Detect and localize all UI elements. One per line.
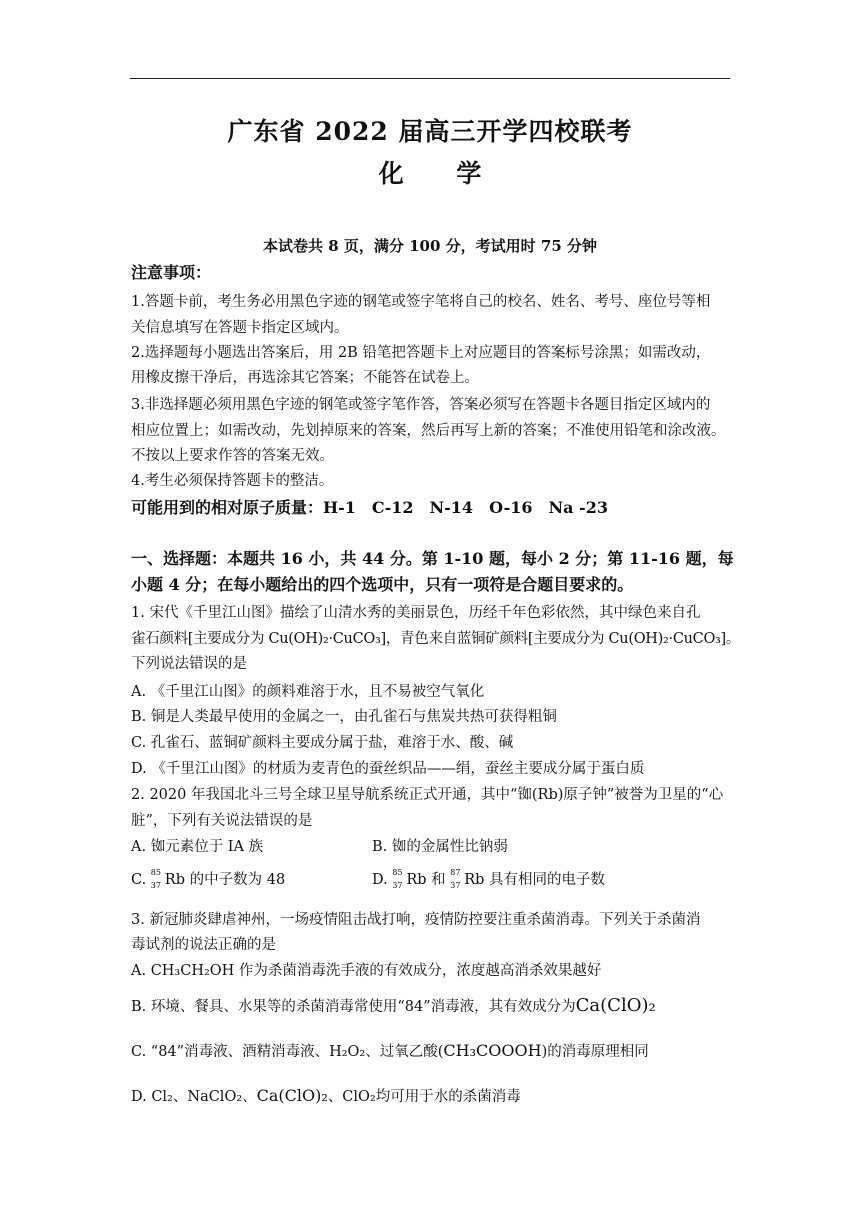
question-1-stem: 下列说法错误的是 [131, 656, 247, 672]
formula-clo2: ClO₂ [342, 1089, 376, 1105]
option-text: C. “84”消毒液、酒精消毒液、 [131, 1044, 330, 1060]
separator: 、 [172, 1089, 188, 1105]
notice-line: 关信息填写在答题卡指定区域内。 [131, 320, 349, 336]
option-text: 具有相同的电子数 [489, 872, 606, 888]
option-text: 均可用于水的杀菌消毒 [375, 1089, 521, 1105]
formula-h2o2: H₂O₂ [329, 1044, 366, 1060]
notice-line: 不按以上要求作答的答案无效。 [131, 448, 334, 464]
mass-number: 85 [150, 868, 161, 877]
rb85-nuclide [392, 870, 406, 890]
mass-number: 85 [392, 868, 403, 877]
section-heading: 小题 4 分；在每小题给出的四个选项中，只有一项符是合题目要求的。 [131, 575, 634, 594]
header-rule [130, 78, 730, 79]
notice-line: 用橡皮擦干净后，再选涂其它答案；不能答在试卷上。 [131, 370, 479, 386]
question-1-stem: 雀石颜料[主要成分为 Cu(OH)₂·CuCO₃]，青色来自蓝铜矿颜料[主要成分为 Cu(OH)₂·CuCO₃]。 [131, 631, 741, 647]
option-text: 的中子数为 48 [189, 872, 286, 888]
separator: 、 [327, 1089, 343, 1105]
rb85-nuclide [151, 870, 165, 890]
section-heading: 一、选择题：本题共 16 小，共 44 分。第 1-10 题，每小 2 分；第 11-16 题，每 [131, 549, 734, 568]
atomic-number: 37 [150, 881, 161, 890]
question-1-option-d: D. 《千里江山图》的材质为麦青色的蚕丝织品——绢，蚕丝主要成分属于蛋白质 [131, 761, 645, 777]
atomic-number: 37 [392, 881, 403, 890]
question-3-option-a: A. CH₃CH₂OH 作为杀菌消毒洗手液的有效成分，浓度越高消杀效果越好 [131, 963, 602, 979]
notice-line: 4.考生必须保持答题卡的整洁。 [131, 473, 334, 489]
formula-caclo2: Ca(ClO)₂ [575, 995, 656, 1016]
element-symbol: Rb [406, 872, 427, 888]
atomic-number: 37 [450, 881, 461, 890]
formula-cl2: Cl₂ [151, 1089, 173, 1105]
question-1-stem: 1. 宋代《千里江山图》描绘了山清水秀的美丽景色，历经千年色彩依然，其中绿色来自孔 [131, 605, 701, 621]
question-2-option-b: B. 铷的金属性比钠弱 [372, 839, 508, 855]
element-symbol: Rb [164, 872, 185, 888]
option-text: B. 环境、餐具、水果等的杀菌消毒常使用“84”消毒液，其有效成分为 [131, 999, 576, 1015]
question-3-stem: 3. 新冠肺炎肆虐神州，一场疫情阻击战打响，疫情防控要注重杀菌消毒。下列关于杀菌消 [131, 912, 701, 928]
option-text: 和 [431, 872, 446, 888]
notice-line: 1.答题卡前，考生务必用黑色字迹的钢笔或签字笔将自己的校名、姓名、考号、座位号等相 [131, 294, 711, 310]
exam-info: 本试卷共 8 页，满分 100 分，考试用时 75 分钟 [263, 237, 597, 255]
formula-peracetic-acid: CH₃COOOH [443, 1041, 542, 1060]
subject-title: 化 学 [378, 159, 504, 188]
question-2-stem: 2. 2020 年我国北斗三号全球卫星导航系统正式开通，其中“铷(Rb)原子钟”被誉为卫星的“心 [131, 787, 724, 803]
notice-line: 相应位置上；如需改动，先划掉原来的答案，然后再写上新的答案；不准使用铅笔和涂改液。 [131, 423, 726, 439]
option-letter: D. [372, 872, 388, 888]
formula-caclo2: Ca(ClO)₂ [256, 1086, 328, 1105]
rb87-nuclide [450, 870, 464, 890]
question-2-option-a: A. 铷元素位于 IA 族 [131, 839, 264, 855]
question-1-option-c: C. 孔雀石、蓝铜矿颜料主要成分属于盐，难溶于水、酸、碱 [131, 735, 514, 751]
separator: 、 [242, 1089, 257, 1105]
exam-title: 广东省 2022 届高三开学四校联考 [227, 117, 633, 146]
question-3-option-b [131, 996, 656, 1017]
question-3-stem: 毒试剂的说法正确的是 [131, 937, 276, 953]
element-symbol: Rb [464, 872, 485, 888]
atomic-mass-line: 可能用到的相对原子质量：H-1 C-12 N-14 O-16 Na -23 [131, 498, 608, 517]
formula-naclo2: NaClO₂ [187, 1089, 243, 1105]
mass-number: 87 [450, 868, 461, 877]
notice-line: 2.选择题每小题选出答案后，用 2B 铅笔把答题卡上对应题目的答案标号涂黑；如需改动， [131, 345, 711, 361]
option-text: 、过氧乙酸( [365, 1044, 444, 1060]
question-1-option-b: B. 铜是人类最早使用的金属之一，由孔雀石与焦炭共热可获得粗铜 [131, 709, 557, 725]
notice-line: 3.非选择题必须用黑色字迹的钢笔或签字笔作答，答案必须写在答题卡各题目指定区域内的 [131, 397, 711, 413]
question-2-option-d [372, 870, 605, 890]
question-3-option-d [131, 1086, 521, 1107]
question-1-option-a: A. 《千里江山图》的颜料难溶于水，且不易被空气氧化 [131, 684, 485, 700]
notice-heading: 注意事项： [131, 263, 212, 282]
option-letter: D. [131, 1089, 147, 1105]
option-text: )的消毒原理相同 [541, 1044, 649, 1060]
question-3-option-c [131, 1041, 649, 1062]
option-letter: C. [131, 872, 147, 888]
question-2-stem: 脏”，下列有关说法错误的是 [131, 813, 313, 829]
question-2-option-c [131, 870, 285, 890]
